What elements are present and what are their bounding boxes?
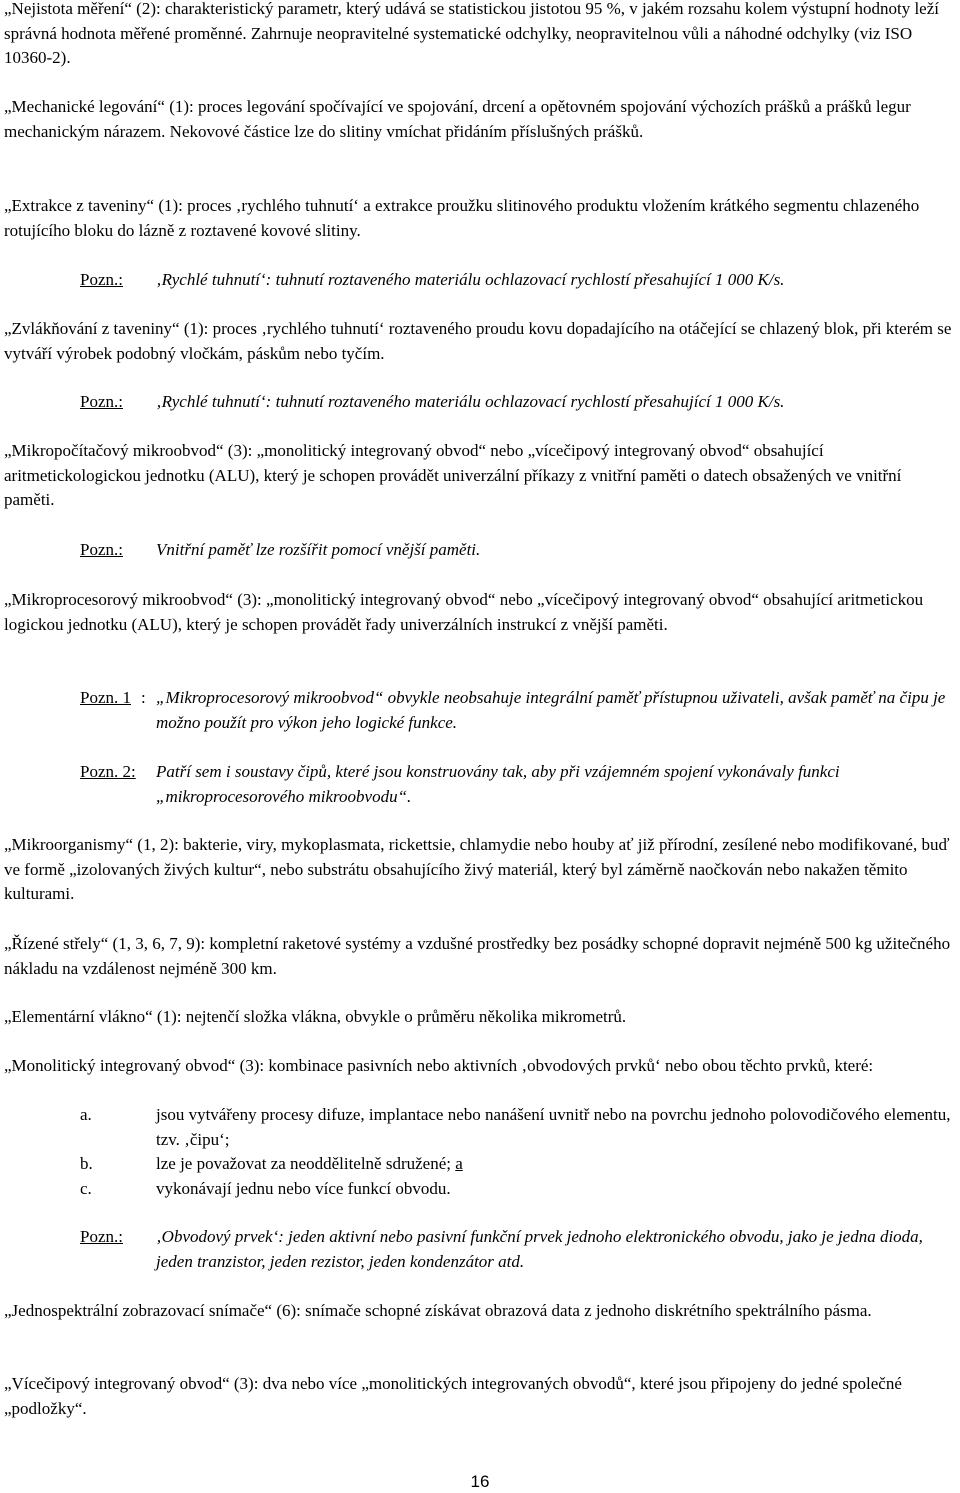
list-item-marker: c. xyxy=(80,1179,92,1198)
note-label: Pozn.: xyxy=(80,392,123,411)
note-label: Pozn. 1 xyxy=(80,688,131,707)
note-text: „Mikroprocesorový mikroobvod“ obvykle neobsahuje integrální paměť přístupnou uživateli, avšak paměť na čipu je možno použít pro výkon jeho logické funkce. xyxy=(156,688,946,732)
definition-zvlaknovani-z-taveniny: „Zvlákňování z taveniny“ (1): proces ‚rychlého tuhnutí‘ roztaveného proudu kovu dopadajícího na otáčející se chlazený blok, při kterém se vytváří výrobek podobný vločkám, páskům nebo tyčím. xyxy=(4,319,952,363)
note-label: Pozn. 2: xyxy=(80,762,136,781)
definition-nejistota-mereni: „Nejistota měření“ (2): charakteristický parametr, který udává se statistickou jistotou 95 %, v jakém rozsahu kolem výstupní hodnoty leží správná hodnota měřené proměnné. Zahrnuje neopravitelné systematické odchylky, neopravitelnou vůli a náhodné odchylky (viz ISO 10360-2). xyxy=(4,0,939,67)
list-item-marker: b. xyxy=(80,1154,93,1173)
list-item xyxy=(156,1152,956,1177)
note-colon: : xyxy=(141,688,146,707)
list-item-text: lze je považovat za neoddělitelně sdružené; xyxy=(156,1154,451,1173)
list-item-conjunction: a xyxy=(455,1154,463,1173)
note-text: Patří sem i soustavy čipů, které jsou konstruovány tak, aby při vzájemném spojení vykonávaly funkci „mikroprocesorového mikroobvodu“. xyxy=(156,762,840,806)
page-number: 16 xyxy=(470,1472,490,1491)
definition-mechanicke-legovani: „Mechanické legování“ (1): proces legování spočívající ve spojování, drcení a opětovném spojování výchozích prášků a prášků legur mechanickým nárazem. Nekovové částice lze do slitiny vmíchat přidáním příslušných prášků. xyxy=(4,97,911,141)
note-label: Pozn.: xyxy=(80,270,123,289)
definition-rizene-strely: „Řízené střely“ (1, 3, 6, 7, 9): kompletní raketové systémy a vzdušné prostředky bez posádky schopné dopravit nejméně 500 kg užitečného nákladu na vzdálenost nejméně 300 km. xyxy=(4,934,951,978)
definition-elementarni-vlakno: „Elementární vlákno“ (1): nejtenčí složka vlákna, obvykle o průměru několika mikrometrů. xyxy=(4,1007,627,1026)
note-label: Pozn.: xyxy=(80,540,123,559)
note-text: ‚Rychlé tuhnutí‘: tuhnutí roztaveného materiálu ochlazovací rychlostí přesahující 1 000 K/s. xyxy=(156,270,785,289)
definition-mikropocitacovy-mikroobvod: „Mikropočítačový mikroobvod“ (3): „monolitický integrovaný obvod“ nebo „vícečipový integrovaný obvod“ obsahující aritmetickologickou jednotku (ALU), který je schopen provádět univerzální příkazy z vnitřní paměti o datech obsažených ve vnitřní paměti. xyxy=(4,441,902,509)
list-item-text: vykonávají jednu nebo více funkcí obvodu. xyxy=(156,1179,451,1198)
definition-vicecipovy-integrovany-obvod: „Vícečipový integrovaný obvod“ (3): dva nebo více „monolitických integrovaných obvodů“, které jsou připojeny do jedné společné „podložky“. xyxy=(4,1374,902,1418)
note-label: Pozn.: xyxy=(80,1227,123,1246)
list-item-marker: a. xyxy=(80,1105,92,1124)
note-text: Vnitřní paměť lze rozšířit pomocí vnější paměti. xyxy=(156,540,481,559)
note-text: ‚Rychlé tuhnutí‘: tuhnutí roztaveného materiálu ochlazovací rychlostí přesahující 1 000 K/s. xyxy=(156,392,785,411)
definition-mikroorganismy: „Mikroorganismy“ (1, 2): bakterie, viry, mykoplasmata, rickettsie, chlamydie nebo houby ať již přírodní, zesílené nebo modifikované, buď ve formě „izolovaných živých kultur“, nebo substrátu obsahujícího živý materiál, který byl záměrně naočkován nebo nakažen těmito kulturami. xyxy=(4,835,950,903)
note-text: ‚Obvodový prvek‘: jeden aktivní nebo pasivní funkční prvek jednoho elektronického obvodu, jako je jedna dioda, jeden tranzistor, jeden rezistor, jeden kondenzátor atd. xyxy=(156,1227,923,1271)
definition-monoliticky-integrovany-obvod: „Monolitický integrovaný obvod“ (3): kombinace pasivních nebo aktivních ‚obvodových prvků‘ nebo obou těchto prvků, které: xyxy=(4,1056,874,1075)
definition-extrakce-z-taveniny: „Extrakce z taveniny“ (1): proces ‚rychlého tuhnutí‘ a extrakce proužku slitinového produktu vložením krátkého segmentu chlazeného rotujícího bloku do lázně z roztavené kovové slitiny. xyxy=(4,196,920,240)
definition-mikroprocesorovy-mikroobvod: „Mikroprocesorový mikroobvod“ (3): „monolitický integrovaný obvod“ nebo „vícečipový integrovaný obvod“ obsahující aritmetickou logickou jednotku (ALU), který je schopen provádět řady univerzálních instrukcí z vnější paměti. xyxy=(4,590,924,634)
definition-jednospektralni-zobrazovaci-snimace: „Jednospektrální zobrazovací snímače“ (6): snímače schopné získávat obrazová data z jednoho diskrétního spektrálního pásma. xyxy=(4,1301,872,1320)
list-item-text: jsou vytvářeny procesy difuze, implantace nebo nanášení uvnitř nebo na povrchu jednoho polovodičového elementu, tzv. ‚čipu‘; xyxy=(156,1105,951,1149)
